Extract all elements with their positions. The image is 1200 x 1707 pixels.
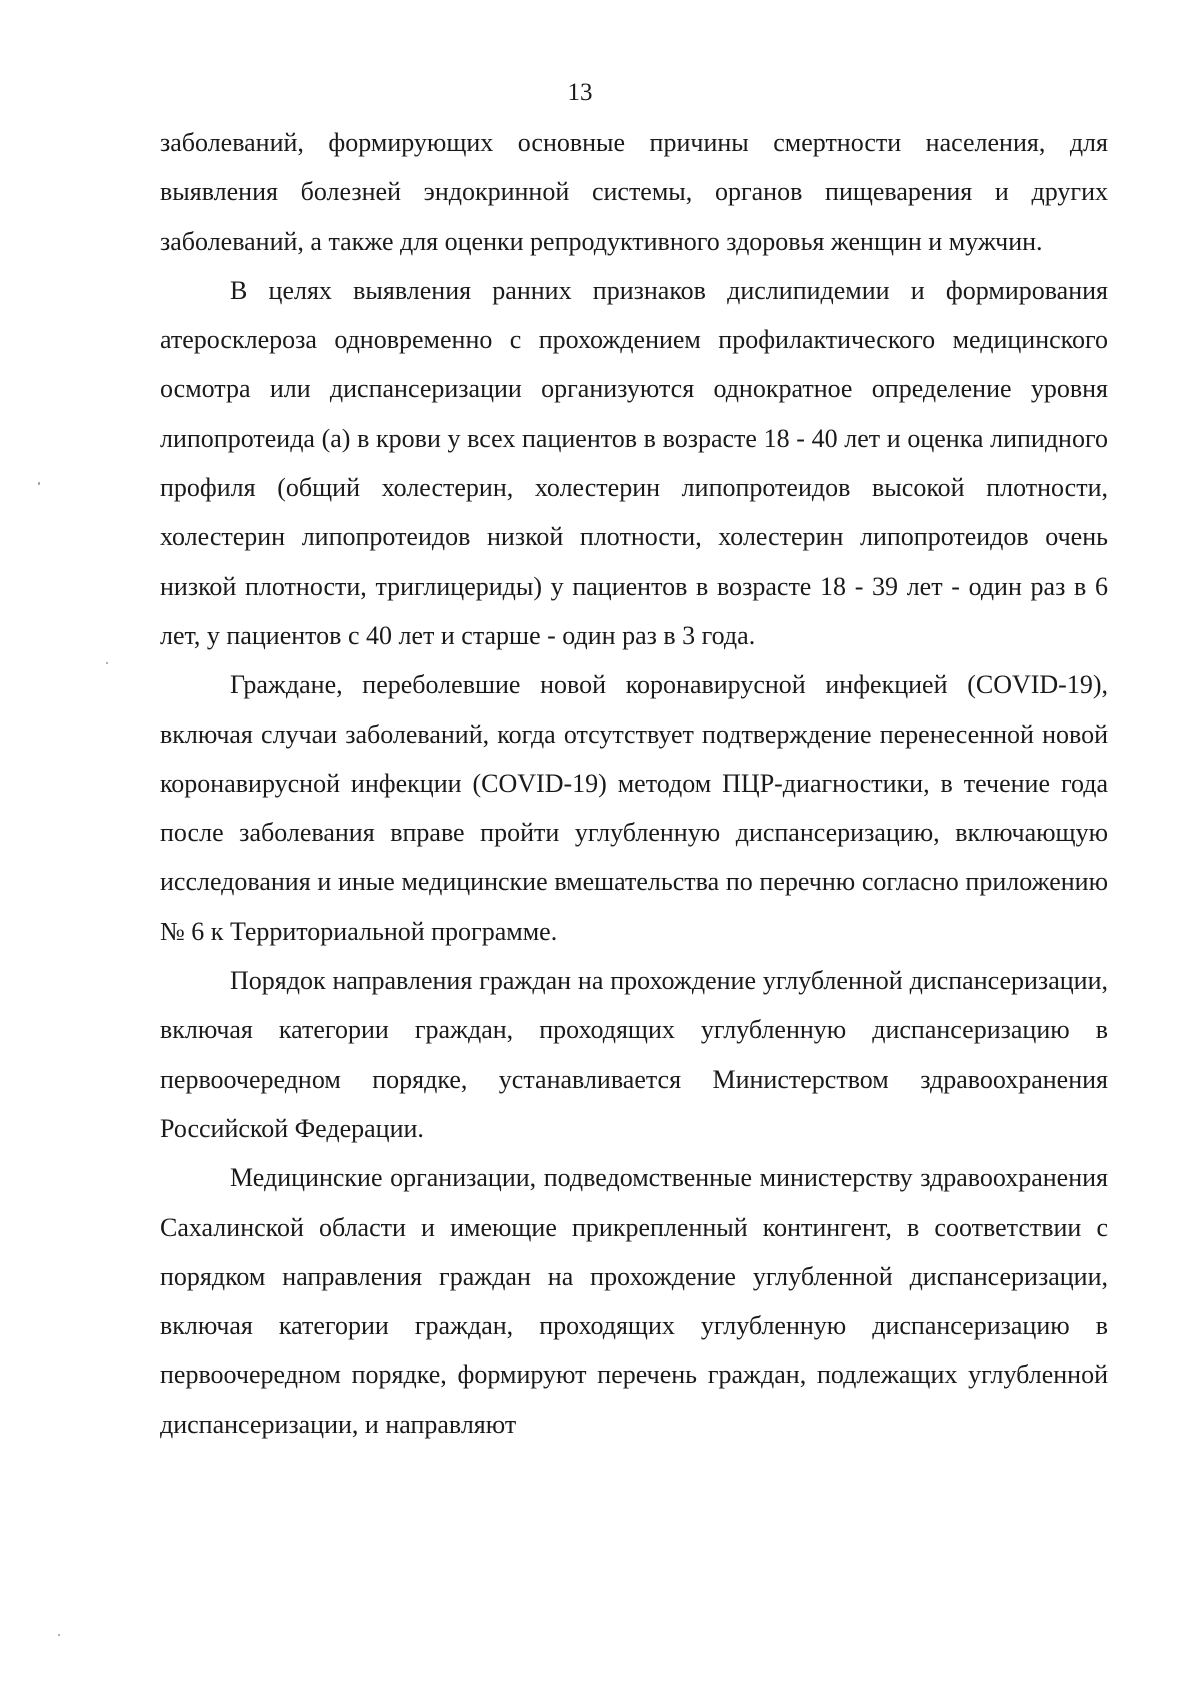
- paragraph-dyslipidemia: В целях выявления ранних признаков дислипидемии и формирования атеросклероза одновременно с прохождением профилактического медицинского осмотра или диспансеризации организуются однократное определение уровня липопротеида (а) в крови у всех пациентов в возрасте 18 - 40 лет и оценка липидного профиля (общий холестерин, холестерин липопротеидов высокой плотности, холестерин липопротеидов низкой плотности, холестерин липопротеидов очень низкой плотности, триглицериды) у пациентов в возрасте 18 - 39 лет - один раз в 6 лет, у пациентов с 40 лет и старше - один раз в 3 года.: [160, 275, 1108, 650]
- body-text: [160, 118, 1108, 1449]
- paragraph-continuation: заболеваний, формирующих основные причины смертности населения, для выявления болезней эндокринной системы, органов пищеварения и других заболеваний, а также для оценки репродуктивного здоровья женщин и мужчин.: [160, 128, 1108, 256]
- paragraph-covid: Граждане, переболевшие новой коронавирусной инфекцией (COVID-19), включая случаи заболеваний, когда отсутствует подтверждение перенесенной новой коронавирусной инфекции (COVID-19) методом ПЦР-диагностики, в течение года после заболевания вправе пройти углубленную диспансеризацию, включающую исследования и иные медицинские вмешательства по перечню согласно приложению № 6 к Территориальной программе.: [160, 670, 1108, 946]
- scan-speck: [58, 1634, 60, 1636]
- paragraph-medical-organizations: Медицинские организации, подведомственные министерству здравоохранения Сахалинской области и имеющие прикрепленный контингент, в соответствии с порядком направления граждан на прохождение углубленной диспансеризации, включая категории граждан, проходящих углубленную диспансеризацию в первоочередном порядке, формируют перечень граждан, подлежащих углубленной диспансеризации, и направляют: [160, 1163, 1108, 1439]
- page-number: 13: [567, 79, 593, 106]
- scan-speck: [106, 662, 108, 664]
- paragraph-referral-order: Порядок направления граждан на прохождение углубленной диспансеризации, включая категории граждан, проходящих углубленную диспансеризацию в первоочередном порядке, устанавливается Министерством здравоохранения Российской Федерации.: [160, 966, 1108, 1143]
- scan-speck: [38, 482, 40, 485]
